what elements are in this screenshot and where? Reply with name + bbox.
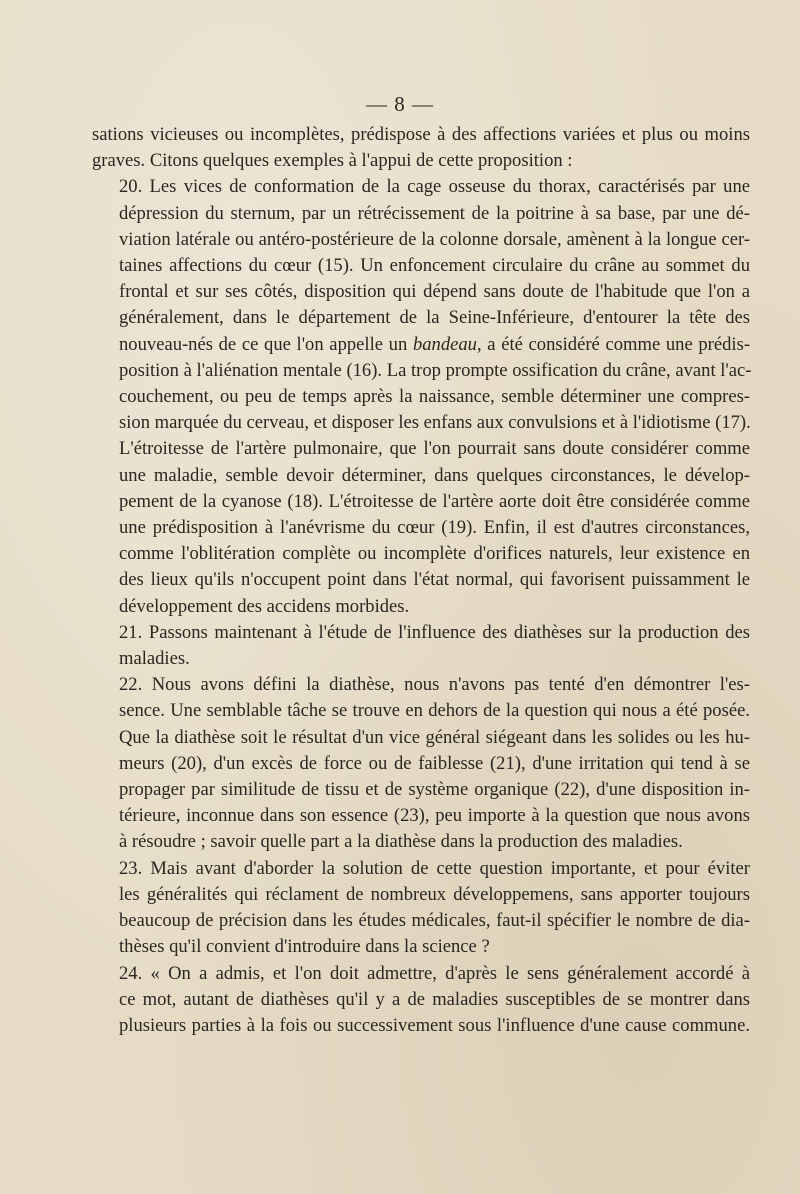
text-line: Que la diathèse soit le résultat d'un vice général siégeant dans les solides ou les hu- bbox=[119, 726, 750, 748]
text-line: comme l'oblitération complète ou incomplète d'orifices naturels, leur existence en bbox=[119, 543, 750, 565]
text-line: position à l'aliénation mentale (16). La trop prompte ossification du crâne, avant l'ac- bbox=[119, 359, 752, 381]
text-line: 22. Nous avons défini la diathèse, nous n'avons pas tenté d'en démontrer l'es- bbox=[119, 674, 750, 696]
body-text bbox=[92, 122, 750, 1039]
text-line: développement des accidens morbides. bbox=[119, 595, 410, 617]
text-line: une maladie, semble devoir déterminer, dans quelques circonstances, le dévelop- bbox=[119, 464, 750, 486]
text-line: des lieux qu'ils n'occupent point dans l'état normal, qui favorisent puissamment le bbox=[119, 569, 750, 591]
text-line: plusieurs parties à la fois ou successivement sous l'influence d'une cause commune. bbox=[119, 1014, 750, 1036]
text-line: les généralités qui réclament de nombreux développemens, sans apporter toujours bbox=[119, 883, 750, 905]
text-line: sion marquée du cerveau, et disposer les enfans aux convulsions et à l'idiotisme (17). bbox=[119, 412, 751, 434]
text-line: meurs (20), d'un excès de force ou de faiblesse (21), d'une irritation qui tend à se bbox=[119, 752, 750, 774]
text-line: viation latérale ou antéro-postérieure de la colonne dorsale, amènent à la longue cer- bbox=[119, 228, 750, 250]
text-line: propager par similitude de tissu et de système organique (22), d'une disposition in- bbox=[119, 779, 750, 801]
text-line: maladies. bbox=[119, 648, 190, 670]
page-number: — 8 — bbox=[366, 92, 434, 116]
text-line: ce mot, autant de diathèses qu'il y a de maladies susceptibles de se montrer dans bbox=[119, 988, 750, 1010]
text-line: couchement, ou peu de temps après la naissance, semble déterminer une compres- bbox=[119, 386, 750, 408]
text-line: pement de la cyanose (18). L'étroitesse de l'artère aorte doit être considérée comme bbox=[119, 490, 750, 512]
text-line: une prédisposition à l'anévrisme du cœur (19). Enfin, il est d'autres circonstances, bbox=[119, 517, 750, 539]
text-line: frontal et sur ses côtés, disposition qui dépend sans doute de l'habitude que l'on a bbox=[119, 281, 750, 303]
text-line: taines affections du cœur (15). Un enfoncement circulaire du crâne au sommet du bbox=[119, 255, 750, 277]
text-line: 24. « On a admis, et l'on doit admettre, d'après le sens généralement accordé à bbox=[119, 962, 750, 984]
paragraph bbox=[92, 961, 750, 1040]
paragraph bbox=[92, 672, 750, 855]
paragraph bbox=[92, 620, 750, 672]
text-line: à résoudre ; savoir quelle part a la diathèse dans la production des maladies. bbox=[119, 831, 683, 853]
text-line: sence. Une semblable tâche se trouve en dehors de la question qui nous a été posée. bbox=[119, 700, 750, 722]
text-line: généralement, dans le département de la Seine-Inférieure, d'entourer la tête des bbox=[119, 307, 750, 329]
text-line: beaucoup de précision dans les études médicales, faut-il spécifier le nombre de dia- bbox=[119, 910, 750, 932]
text-line: L'étroitesse de l'artère pulmonaire, que l'on pourrait sans doute considérer comme bbox=[119, 438, 750, 460]
text-line: 20. Les vices de conformation de la cage osseuse du thorax, caractérisés par une bbox=[119, 176, 750, 198]
text-line: thèses qu'il convient d'introduire dans la science ? bbox=[119, 936, 490, 958]
paragraph bbox=[92, 856, 750, 961]
text-line: dépression du sternum, par un rétrécissement de la poitrine à sa base, par une dé- bbox=[119, 202, 750, 224]
text-line: 23. Mais avant d'aborder la solution de cette question importante, et pour éviter bbox=[119, 857, 750, 879]
paragraph bbox=[92, 122, 750, 174]
text-line: nouveau-nés de ce que l'on appelle un bandeau, a été considéré comme une prédis- bbox=[119, 333, 751, 355]
text-line: 21. Passons maintenant à l'étude de l'influence des diathèses sur la production des bbox=[119, 621, 750, 643]
text-line: térieure, inconnue dans son essence (23), peu importe à la question que nous avons bbox=[119, 805, 750, 827]
paragraph bbox=[92, 174, 750, 619]
text-line: sations vicieuses ou incomplètes, prédispose à des affections variées et plus ou moins bbox=[92, 124, 750, 145]
text-line: graves. Citons quelques exemples à l'appui de cette proposition : bbox=[92, 150, 573, 172]
